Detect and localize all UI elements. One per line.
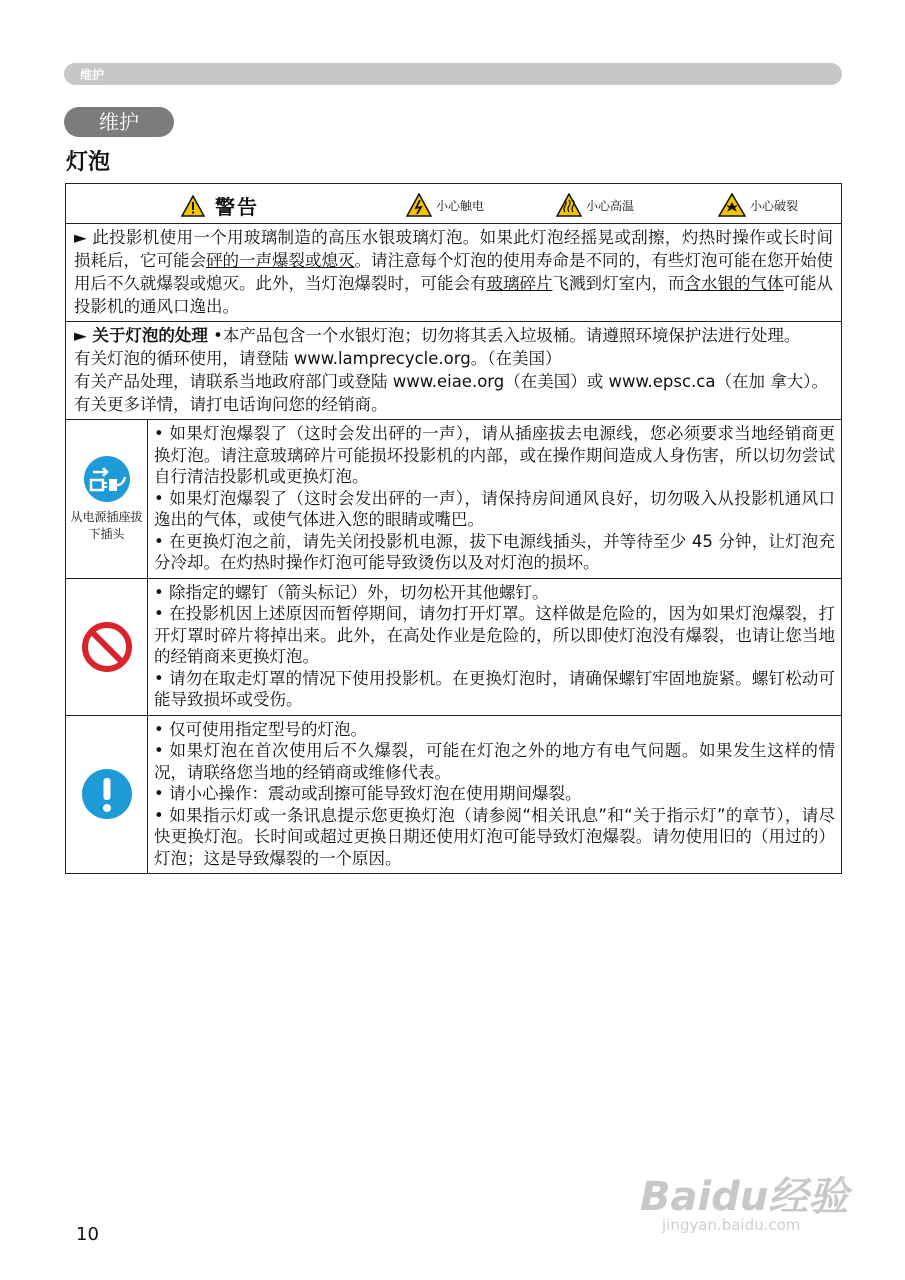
para1-text-3: 飞溅到灯室内，而	[552, 274, 685, 293]
caution-item: • 如果灯泡在首次使用后不久爆裂，可能在灯泡之外的地方有电气问题。如果发生这样的情况，请联络您当地的经销商或维修代表。	[154, 741, 835, 782]
para1-text-1: ► 此投影机使用一个用玻璃制造的高压水银玻璃灯泡。如果此灯泡经摇晃或刮擦，灼热时操作或长时间损耗后，它可能会	[74, 228, 833, 270]
section-pill: 维护	[64, 107, 174, 137]
hazard-electric-label: 小心触电	[436, 198, 485, 213]
unplug-caption: 从电源插座拔下插头	[70, 509, 143, 541]
section-header-bar	[64, 63, 842, 85]
caution-text	[148, 716, 841, 874]
unplug-item: • 如果灯泡爆裂了（这时会发出砰的一声），请保持房间通风良好，切勿吸入从投影机通风口逸出的气体，或使气体进入您的眼睛或嘴巴。	[154, 488, 835, 529]
para1-text-2: 。请注意每个灯泡的使用寿命是不同的，有些灯泡可能在您开始使用后不久就爆裂或熄灭。此外，当灯泡爆裂时，可能会有	[74, 251, 833, 293]
lamp-disposal-paragraph	[66, 322, 841, 420]
watermark-url: jingyan.baidu.com	[662, 1216, 801, 1234]
electric-shock-icon	[406, 193, 432, 217]
disposal-heading: ► 关于灯泡的处理	[74, 326, 208, 345]
warning-triangle-icon	[181, 195, 205, 217]
prohibit-item: • 请勿在取走灯罩的情况下使用投影机。在更换灯泡时，请确保螺钉牢固地旋紧。螺钉松动可能导致损坏或受伤。	[154, 668, 835, 709]
warning-header-row	[66, 184, 841, 224]
prohibited-icon	[81, 621, 133, 673]
disposal-line-3: 有关产品处理，请联系当地政府部门或登陆 www.eiae.org（在美国）或 www.epsc.ca（在加 拿大）。	[74, 372, 828, 391]
burst-icon	[718, 193, 746, 217]
hazard-burst	[718, 193, 798, 217]
prohibit-section	[66, 579, 841, 716]
page-number: 10	[76, 1224, 99, 1245]
disposal-line-4: 有关更多详情，请打电话询问您的经销商。	[74, 395, 388, 414]
unplug-text	[148, 420, 841, 578]
exclamation-icon	[81, 768, 133, 820]
caution-item: • 请小心操作：震动或刮擦可能导致灯泡在使用期间爆裂。	[154, 784, 582, 803]
unplug-section	[66, 420, 841, 579]
hazard-burst-label: 小心破裂	[750, 198, 799, 213]
prohibit-item: • 在投影机因上述原因而暂停期间，请勿打开灯罩。这样做是危险的，因为如果灯泡爆裂，打开灯罩时碎片将掉出来。此外，在高处作业是危险的，所以即使灯泡没有爆裂，也请让您当地的经销商来更换灯泡。	[154, 604, 835, 666]
para1-underline-3: 含水银的气体	[684, 274, 784, 293]
prohibit-icon-column	[66, 579, 148, 715]
caution-section	[66, 716, 841, 874]
caution-icon-column	[66, 716, 148, 874]
prohibit-item: • 除指定的螺钉（箭头标记）外，切勿松开其他螺钉。	[154, 582, 549, 602]
section-header-label: 维护	[80, 68, 105, 82]
caution-item: • 仅可使用指定型号的灯泡。	[154, 719, 367, 739]
para1-underline-2: 玻璃碎片	[486, 274, 553, 293]
hazard-hot	[556, 193, 634, 217]
watermark-logo: Baidu经验	[640, 1174, 849, 1220]
disposal-line-2: 有关灯泡的循环使用，请登陆 www.lamprecycle.org。（在美国）	[74, 349, 562, 368]
para1-text-4: 可能从投影机的通风口逸出。	[74, 274, 833, 316]
lamp-warning-paragraph	[66, 224, 841, 322]
warning-box	[65, 183, 842, 874]
unplug-icon-column	[66, 420, 148, 578]
unplug-icon	[83, 455, 131, 503]
hazard-electric	[406, 193, 484, 217]
page-title: 灯泡	[66, 150, 111, 175]
prohibit-text	[148, 579, 841, 715]
caution-item: • 如果指示灯或一条讯息提示您更换灯泡（请参阅“相关讯息”和“关于指示灯”的章节），请尽快更换灯泡。长时间或超过更换日期还使用灯泡可能导致灯泡爆裂。请勿使用旧的（用过的）灯泡；这是导致爆裂的一个原因。	[154, 805, 835, 868]
unplug-item: • 如果灯泡爆裂了（这时会发出砰的一声），请从插座拔去电源线，您必须要求当地经销商更换灯泡。请注意玻璃碎片可能损坏投影机的内部，或在操作期间造成人身伤害，所以切勿尝试自行清洁投影机或更换灯泡。	[154, 424, 835, 486]
disposal-line-1: •本产品包含一个水银灯泡；切勿将其丢入垃圾桶。请遵照环境保护法进行处理。	[207, 326, 801, 345]
hot-surface-icon	[556, 193, 582, 217]
hazard-hot-label: 小心高温	[586, 198, 635, 213]
para1-underline-1: 砰的一声爆裂或熄灭	[206, 251, 355, 270]
unplug-item: • 在更换灯泡之前，请先关闭投影机电源，拔下电源线插头，并等待至少 45 分钟，让灯泡充分冷却。在灼热时操作灯泡可能导致烫伤以及对灯泡的损坏。	[154, 531, 835, 572]
warning-title	[181, 191, 259, 220]
warning-label: 警告	[215, 195, 259, 219]
